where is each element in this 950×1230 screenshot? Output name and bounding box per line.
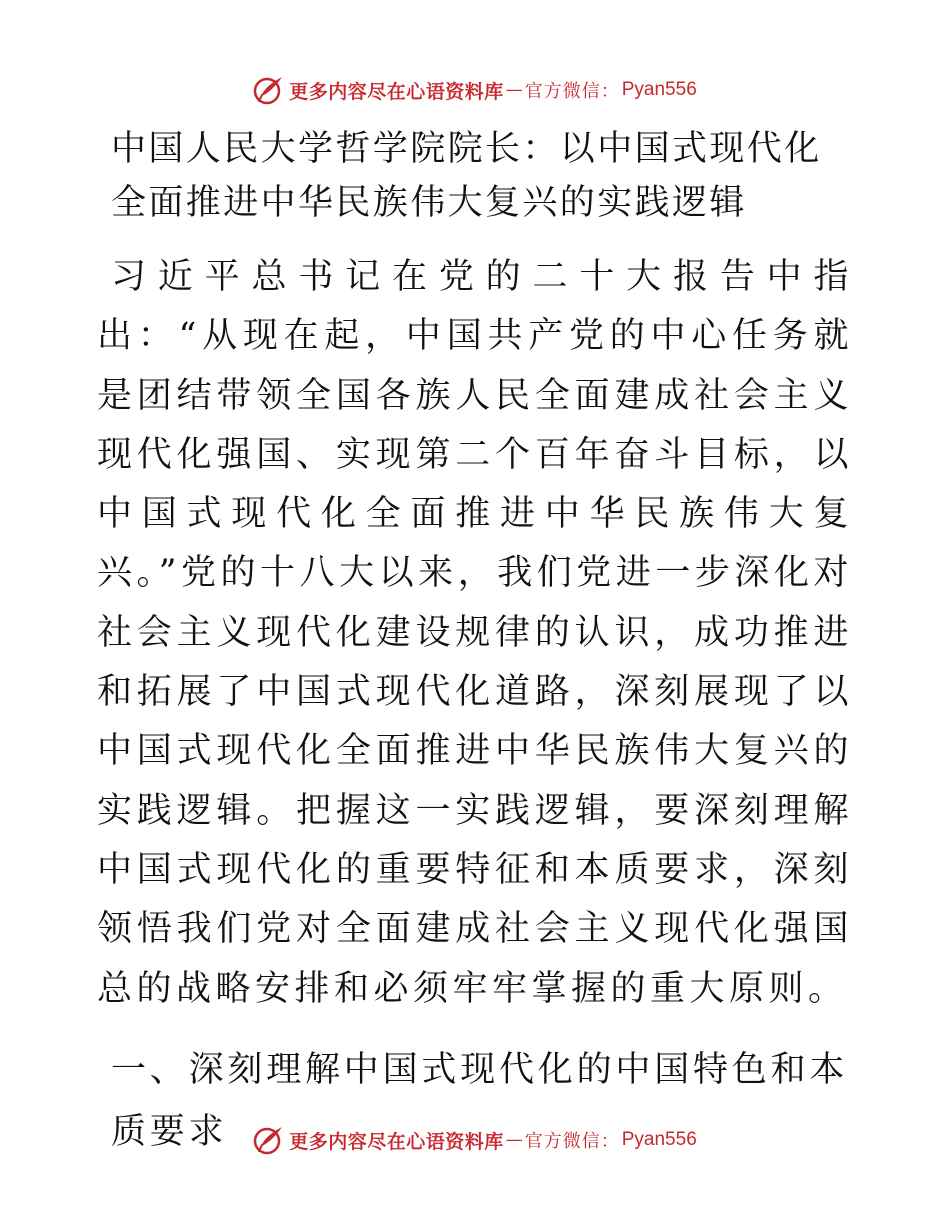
quill-logo-icon — [253, 1124, 285, 1156]
footer-watermark — [0, 1122, 950, 1158]
watermark-separator: — — [505, 80, 523, 100]
document-body — [97, 122, 853, 1163]
document-paragraph — [97, 248, 853, 1019]
quill-logo-icon — [253, 74, 285, 106]
watermark-main-text: 更多内容尽在心语资料库 — [289, 80, 504, 103]
section-heading: 一、深刻理解中国式现代化的中国特色和本质要求 — [111, 1049, 849, 1152]
watermark-wechat-id: Pyan556 — [621, 79, 697, 100]
paragraph-text: 习近平总书记在党的二十大报告中指出：“从现在起，中国共产党的中心任务就是团结带领全国各族人民全面建成社会主义现代化强国、实现第二个百年奋斗目标，以中国式现代化全面推进中华民族伟大复兴。”党的十八大以来，我们党进一步深化对社会主义现代化建设规律的认识，成功推进和拓展了中国式现代化道路，深刻展现了以中国式现代化全面推进中华民族伟大复兴的实践逻辑。把握这一实践逻辑，要深刻理解中国式现代化的重要特征和本质要求，深刻领悟我们党对全面建成社会主义现代化强国总的战略安排和必须牢牢掌握的重大原则。 — [97, 257, 853, 1009]
watermark-separator: — — [505, 1130, 523, 1150]
watermark-wechat-label: 官方微信： — [524, 1131, 620, 1152]
watermark-wechat-id: Pyan556 — [621, 1129, 697, 1150]
document-title: 中国人民大学哲学院院长：以中国式现代化全面推进中华民族伟大复兴的实践逻辑 — [111, 129, 822, 223]
watermark-main-text: 更多内容尽在心语资料库 — [289, 1130, 504, 1153]
watermark-wechat-label: 官方微信： — [524, 81, 620, 102]
header-watermark — [0, 72, 950, 108]
